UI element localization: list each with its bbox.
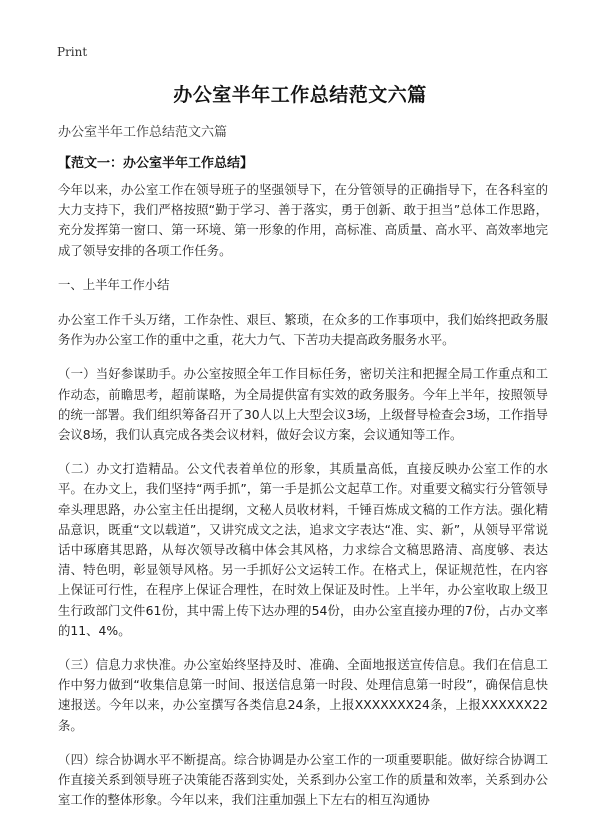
paragraph-documents: （二）办文打造精品。公文代表着单位的形象，其质量高低，直接反映办公室工作的水平。在办文上，我们坚持“两手抓”，第一手是抓公文起草工作。对重要文稿实行分管领导牵头理思路，办公室主任出提纲，文秘人员收材料，千锤百炼成文稿的工作方法。强化精品意识，既重“文以载道”，又讲究成文之法，追求文字表达“准、实、新”，从领导平常说话中琢磨其思路，从每次领导改稿中体会其风格，力求综合文稿思路清、高度够、表达清、特色明，彰显领导风格。另一手抓好公文运转工作。在格式上，保证规范性，在内容上保证可行性，在程序上保证合理性，在时效上保证及时性。上半年，办公室收取上级卫生行政部门文件61份，其中需上传下达办理的54份，由办公室直接办理的7份，占办文率的11、4%。	[58, 461, 548, 638]
paragraph-coordination: （四）综合协调水平不断提高。综合协调是办公室工作的一项重要职能。做好综合协调工作直接关系到领导班子决策能否落到实处，关系到办公室工作的质量和效率，关系到办公室工作的整体形象。今年以来，我们注重加强上下左右的相互沟通协	[58, 751, 548, 808]
document-subtitle: 办公室半年工作总结范文六篇	[58, 125, 228, 140]
paragraph-intro: 今年以来，办公室工作在领导班子的坚强领导下，在分管领导的正确指导下，在各科室的大力支持下，我们严格按照“勤于学习、善于落实，勇于创新、敢于担当”总体工作思路，充分发挥第一窗口、第一环境、第一形象的作用，高标准、高质量、高水平、高效率地完成了领导安排的各项工作任务。	[58, 182, 548, 258]
print-link[interactable]: Print	[57, 45, 88, 59]
paragraph-information: （三）信息力求快准。办公室始终坚持及时、准确、全面地报送宣传信息。我们在信息工作中努力做到“收集信息第一时间、报送信息第一时段、处理信息第一时段”，确保信息快速报送。今年以来，办公室撰写各类信息24条，上报XXXXXXX24条，上报XXXXXX22条。	[58, 657, 548, 733]
subheading-half-year-summary: 一、上半年工作小结	[58, 276, 170, 292]
section-heading: 【范文一：办公室半年工作总结】	[58, 156, 254, 171]
paragraph-advisor: （一）当好参谋助手。办公室按照全年工作目标任务，密切关注和把握全局工作重点和工作动态，前瞻思考，超前谋略，为全局提供富有实效的政务服务。今年上半年，按照领导的统一部署。我们组织筹备召开了30人以上大型会议3场，上级督导检查会3场，工作指导会议8场，我们认真完成各类会议材料，做好会议方案，会议通知等工作。	[58, 366, 548, 443]
document-body	[58, 180, 548, 824]
paragraph-overview: 办公室工作千头万绪，工作杂性、艰巨、繁琐，在众多的工作事项中，我们始终把政务服务作为办公室工作的重中之重，花大力气、下苦功夫提高政务服务水平。	[58, 312, 548, 348]
document-title: 办公室半年工作总结范文六篇	[173, 84, 427, 106]
